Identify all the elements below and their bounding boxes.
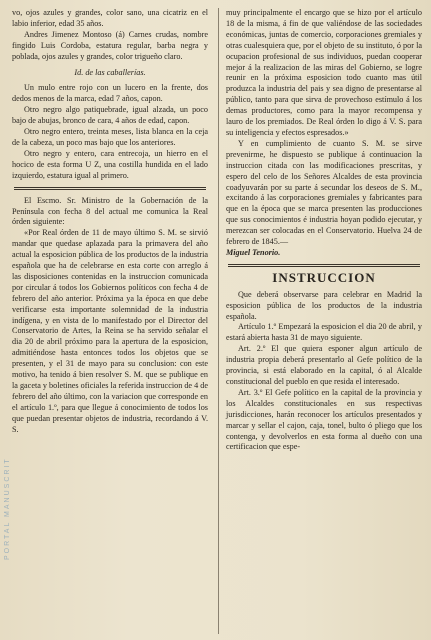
archive-stamp-watermark: PORTAL MANUSCRIT (4, 457, 11, 560)
paragraph: Otro negro y entero, cara entrecoja, un hierro en el hocico de esta forma U Z, una costilla hundida en el lado izquierdo, estatura igual al primero. (12, 148, 208, 180)
paragraph: Otro negro entero, treinta meses, lista blanca en la ceja de la cabeza, un poco mas bajo que los anteriores. (12, 127, 208, 147)
paragraph: Un mulo entre rojo con un lucero en la frente, dos dedos menos de la marca, edad 7 años, capon. (12, 83, 208, 104)
divider (14, 187, 206, 190)
paragraph: muy principalmente el encargo que se hizo por el artículo 18 de la misma, á fin de que valiéndose de las sociedades económicas, juntas de comercio, corporaciones gremiales y otras cualesquiera que, por el objeto de su instituto, ó por la ocupacion profesional de sus individuos, puedan cooperar mejor á la realizacion de las miras del Gobierno, se logre reunir en la próxima esposicion todo cuanto mas útil produzca la industria del pais y sea digno de presentarse al público, tanto para que sirva de provechoso estímulo á los demas productores, como para la mayor recompensa y lauro de los premiados. De Real órden lo digo á V. S. para su inteligencia y efectos espresados.» (226, 8, 422, 137)
paragraph: Que deberá observarse para celebrar en Madrid la esposicion pública de los productos de la industria española. (226, 289, 422, 321)
section-heading: Id. de las caballerías. (74, 67, 146, 77)
paragraph: Otro negro algo patiquebrade, igual alzada, un poco bajo de abujas, bronco de cara, 4 años de edad, capon. (12, 105, 208, 126)
section-title: INSTRUCCION (272, 269, 376, 285)
signature: Miguel Tenorio. (226, 247, 281, 257)
paragraph: El Escmo. Sr. Ministro de la Gobernación de la Península con fecha 8 del actual me comunica la Real órden siguiente: (12, 195, 208, 227)
right-column (226, 8, 422, 453)
column-rule (218, 8, 219, 634)
divider (228, 264, 420, 267)
paragraph: Y en cumplimiento de cuanto S. M. se sirve prevenirme, he dispuesto se publique á continuacion la instruccion citada con las modificaciones prescritas, y espero del celo de los Señores Alcaldes de esta provincia coadyuvarán por su parte á secundar los deseos de S. M., excitando á las corporaciones gremiales y fabricantes para que en la época que se marca presenten las producciones que sus conocimientos é industria hoyan podido ejecutar, y merezcan ser colocadas en el Conservatorio. Huelva 24 de febrero de 1845.— (226, 138, 422, 247)
paragraph: «Por Real órden de 11 de mayo último S. M. se sirvió mandar que quedase aplazada para la primavera del año actual la esposicion pública de los productos de la industria española que ha de celebrarse en esta corte con arreglo á las disposiciones contenidas en la instruccion comunicada por circular á todos los Gobiernos políticos con fecha 4 de febrero del año anterior. Próxima ya la época en que debe verificarse esta importante solemnidad de la industria indígena, y en vista de lo manifestado por el Director del Conservatorio de Artes, la Reina se ha servido señalar el dia 20 de abril próximo para la apertura de la esposicion, admitiéndose hasta entonces todos los objetos que se presenten, y el 31 de mayo para su conclusion: con este motivo, ha tenido á bien resolver S. M. que se publique en la gaceta y boletines oficiales la referida instruccion de 4 de febrero del año último, con la variacion que corresponde en el artículo 1.º, para que llegue á conocimiento de todos los que puedan presentar objetos de industria, recordando á V. S. (12, 228, 208, 434)
paragraph: Andres Jimenez Montoso (á) Carnes crudas, nombre fingido Luis Cordoba, estatura regular, barba negra y poblada, ojos azules y grandes, color trigueño claro. (12, 29, 208, 61)
paragraph: vo, ojos azules y grandes, color sano, una cicatriz en el labio inferior, edad 35 años. (12, 8, 208, 28)
article: Art. 2.º El que quiera esponer algun artículo de industria propia deberá presentarlo al Gefe político de la provincia, si está elaborado en la capital, ó al Alcalde constitucional del pueblo en que resida el interesado. (226, 344, 422, 386)
article: Art. 3.º El Gefe político en la capital de la provincia y los Alcaldes constitucionales en sus respectivas jurisdicciones, harán reconocer los artículos presentados y marcar y sellar el cajon, caja, tonel, bulto ó pliego que los contenga, y devolverlos en esta forma al dueño con una certificacion que espe- (226, 387, 422, 452)
left-column (12, 8, 208, 436)
article: Artículo 1.º Empezará la esposicion el dia 20 de abril, y estará abierta hasta 31 de mayo siguiente. (226, 322, 422, 343)
